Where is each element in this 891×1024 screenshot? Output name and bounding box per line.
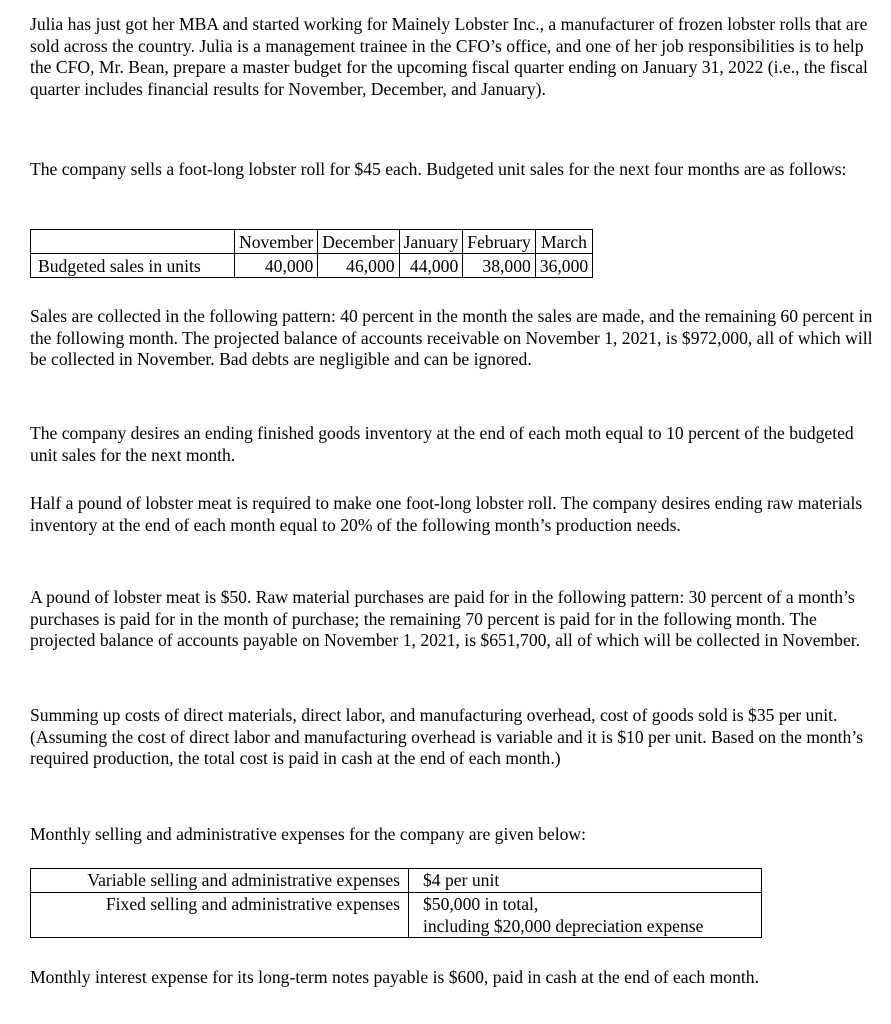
sales-value: 46,000: [318, 254, 399, 278]
sga-variable-label: Variable selling and administrative expenses: [31, 869, 409, 893]
month-header: March: [535, 230, 592, 254]
finished-goods-paragraph: The company desires an ending finished goods inventory at the end of each moth equal to 10 percent of the budgeted unit sales for the next month.: [30, 423, 854, 465]
raw-materials-paragraph: Half a pound of lobster meat is required to make one foot-long lobster roll. The company desires ending raw materials inventory at the end of each month equal to 20% of the following month’s production needs.: [30, 493, 863, 535]
sales-value: 36,000: [535, 254, 592, 278]
purchases-paragraph: A pound of lobster meat is $50. Raw material purchases are paid for in the following pattern: 30 percent of a month’s purchases is paid for in the month of purchase; the remaining 70 percent is paid for in the following month. The projected balance of accounts payable on November 1, 2021, is $651,700, all of which will be collected in November.: [30, 587, 861, 650]
sga-fixed-value-line1: $50,000 in total,: [423, 894, 539, 914]
sales-value: 40,000: [235, 254, 318, 278]
budgeted-sales-table: [30, 229, 593, 278]
sales-value: 38,000: [463, 254, 536, 278]
sga-fixed-value: [409, 893, 762, 938]
selling-admin-expenses-table: [30, 868, 762, 938]
sales-header-blank: [31, 230, 235, 254]
price-paragraph: The company sells a foot-long lobster roll for $45 each. Budgeted unit sales for the next four months are as follows:: [30, 159, 847, 179]
sga-intro-paragraph: Monthly selling and administrative expenses for the company are given below:: [30, 824, 587, 844]
sales-value: 44,000: [399, 254, 463, 278]
month-header: January: [399, 230, 463, 254]
collections-paragraph: Sales are collected in the following pattern: 40 percent in the month the sales are made, and the remaining 60 percent in the following month. The projected balance of accounts receivable on November 1, 2021, is $972,000, all of which will be collected in November. Bad debts are negligible and can be ignored.: [30, 306, 873, 369]
sga-variable-row: [31, 869, 762, 893]
interest-paragraph: Monthly interest expense for its long-term notes payable is $600, paid in cash at the end of each month.: [30, 967, 759, 987]
sales-values-row: [31, 254, 593, 278]
month-header: December: [318, 230, 399, 254]
sales-row-label: Budgeted sales in units: [31, 254, 235, 278]
intro-paragraph: Julia has just got her MBA and started working for Mainely Lobster Inc., a manufacturer of frozen lobster rolls that are sold across the country. Julia is a management trainee in the CFO’s office, and one of her job responsibilities is to help the CFO, Mr. Bean, prepare a master budget for the upcoming fiscal quarter ending on January 31, 2022 (i.e., the fiscal quarter includes financial results for November, December, and January).: [30, 14, 868, 99]
sga-fixed-row: [31, 893, 762, 938]
sales-header-row: [31, 230, 593, 254]
sga-fixed-label: Fixed selling and administrative expenses: [31, 893, 409, 938]
month-header: February: [463, 230, 536, 254]
month-header: November: [235, 230, 318, 254]
sga-variable-value: $4 per unit: [409, 869, 762, 893]
cogs-paragraph: Summing up costs of direct materials, direct labor, and manufacturing overhead, cost of goods sold is $35 per unit. (Assuming the cost of direct labor and manufacturing overhead is variable and it is $10 per unit. Based on the month’s required production, the total cost is paid in cash at the end of each month.): [30, 705, 864, 768]
sga-fixed-value-line2: including $20,000 depreciation expense: [423, 916, 704, 936]
